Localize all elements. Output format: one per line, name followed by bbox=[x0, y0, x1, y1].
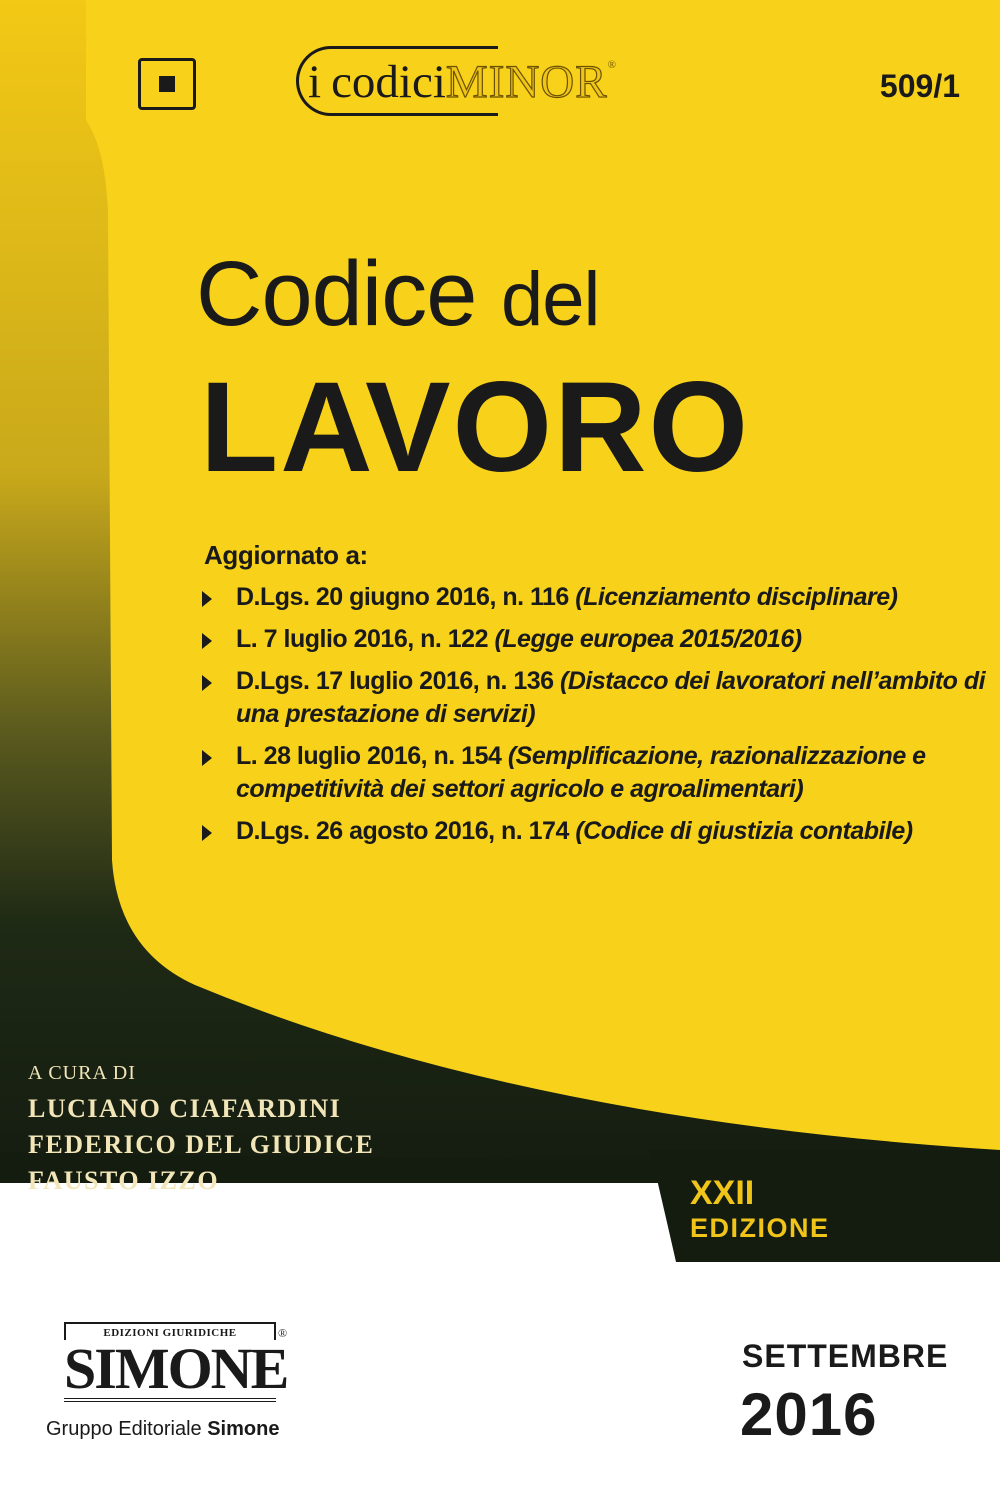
update-item bbox=[202, 581, 992, 614]
title-word-codice: Codice bbox=[196, 243, 477, 345]
edition-label: EDIZIONE bbox=[690, 1213, 830, 1243]
editor-name: LUCIANO CIAFARDINI bbox=[28, 1094, 342, 1123]
publication-year: 2016 bbox=[740, 1381, 878, 1448]
update-ref: D.Lgs. 26 agosto 2016, n. 174 bbox=[236, 817, 569, 845]
updates-section bbox=[202, 540, 992, 857]
update-ref: D.Lgs. 17 luglio 2016, n. 136 bbox=[236, 667, 554, 695]
logo-codici: codici bbox=[331, 55, 446, 108]
update-desc: (Distacco dei lavoratori nell’ambito di una prestazione di servizi) bbox=[236, 667, 986, 728]
square-icon-inner bbox=[159, 76, 175, 92]
title-word-del: del bbox=[500, 257, 600, 342]
edition-badge bbox=[690, 1174, 830, 1244]
publisher-group bbox=[46, 1418, 279, 1441]
update-desc: (Semplificazione, razionalizzazione e competitività dei settori agricolo e agroalimentari) bbox=[236, 742, 926, 803]
logo-bracket bbox=[296, 46, 498, 116]
edition-number: XXII bbox=[690, 1174, 755, 1212]
publisher-imprint: EDIZIONI GIURIDICHE bbox=[64, 1322, 276, 1340]
series-number: 509/1 bbox=[879, 68, 960, 104]
update-item bbox=[202, 665, 992, 731]
triangle-bullet-icon bbox=[202, 591, 212, 607]
update-ref: L. 7 luglio 2016, n. 122 bbox=[236, 625, 488, 653]
triangle-bullet-icon bbox=[202, 750, 212, 766]
editors-section bbox=[28, 1062, 374, 1199]
editor-name: FEDERICO DEL GIUDICE bbox=[28, 1130, 375, 1159]
triangle-bullet-icon bbox=[202, 825, 212, 841]
updates-heading: Aggiornato a: bbox=[204, 540, 368, 570]
logo-minor: MINOR bbox=[445, 55, 608, 108]
update-desc: (Licenziamento disciplinare) bbox=[575, 583, 898, 611]
update-ref: D.Lgs. 20 giugno 2016, n. 116 bbox=[236, 583, 569, 611]
publisher-name: SIMONE bbox=[64, 1336, 288, 1401]
square-icon bbox=[138, 58, 196, 110]
publisher-group-name: Simone bbox=[207, 1418, 280, 1440]
logo-i: i bbox=[308, 55, 322, 108]
series-logo bbox=[296, 44, 696, 120]
title-line-1 bbox=[196, 243, 600, 345]
triangle-bullet-icon bbox=[202, 633, 212, 649]
update-item bbox=[202, 623, 992, 656]
publisher-registered-mark: ® bbox=[278, 1326, 288, 1340]
title-line-2: LAVORO bbox=[200, 356, 751, 499]
update-desc: (Codice di giustizia contabile) bbox=[575, 817, 913, 845]
editors-label: A CURA DI bbox=[28, 1062, 136, 1084]
publisher-logo bbox=[64, 1322, 288, 1402]
update-ref: L. 28 luglio 2016, n. 154 bbox=[236, 742, 502, 770]
editor-name: FAUSTO IZZO bbox=[28, 1166, 220, 1195]
update-item bbox=[202, 815, 992, 848]
update-item bbox=[202, 740, 992, 806]
publisher-group-prefix: Gruppo Editoriale bbox=[46, 1418, 202, 1440]
triangle-bullet-icon bbox=[202, 675, 212, 691]
publication-month: SETTEMBRE bbox=[742, 1338, 949, 1374]
update-desc: (Legge europea 2015/2016) bbox=[494, 625, 802, 653]
logo-registered-mark: ® bbox=[607, 59, 616, 71]
